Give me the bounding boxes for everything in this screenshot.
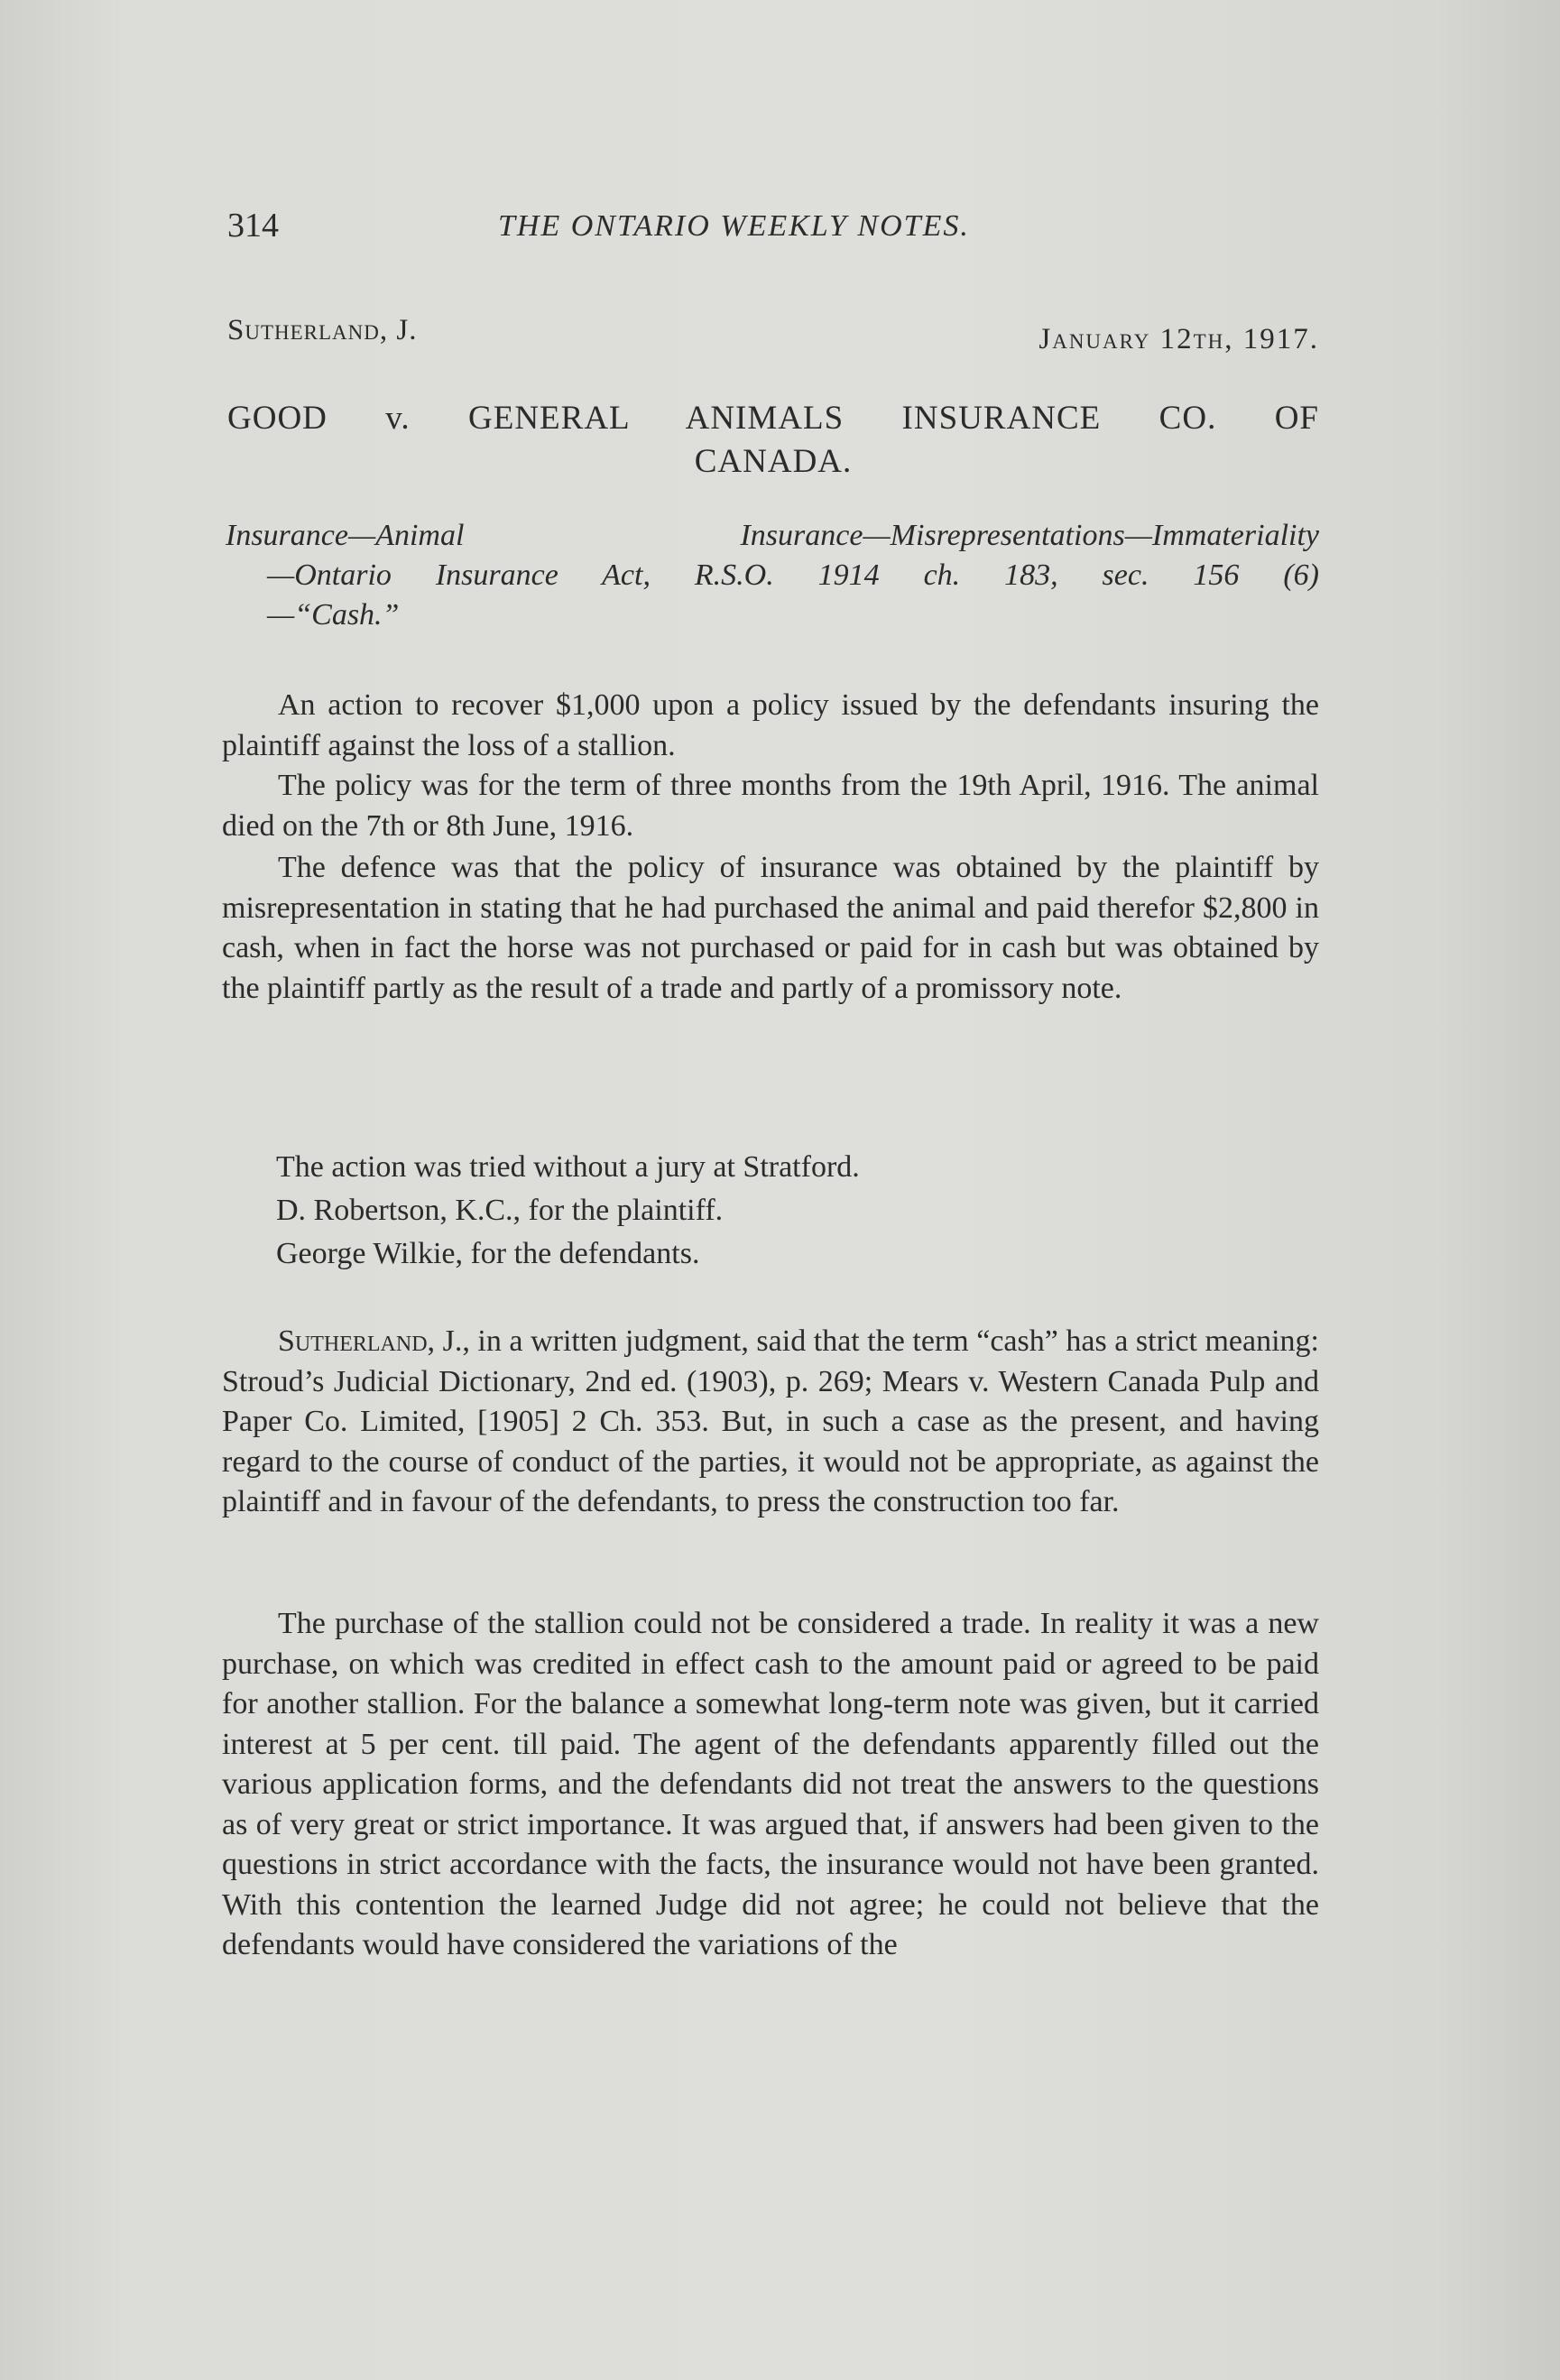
statement-paragraph-3: The defence was that the policy of insurance was obtained by the plaintiff by misrepresentation in stating that he had purchased the animal and paid therefor $2,800 in cash, when in fact the horse was not purchased or paid for in cash but was obtained by the plaintiff partly as the result of a trade and partly of a promissory note.: [222, 851, 1319, 1005]
page-number: 314: [227, 207, 279, 244]
trial-venue: The action was tried without a jury at Stratford.: [276, 1150, 860, 1184]
judgment-paragraph-2: The purchase of the stallion could not be considered a trade. In reality it was a new purchase, on which was credited in effect cash to the amount paid or agreed to be paid for another stallion. For the balance a somewhat long-term note was given, but it carried interest at 5 per cent. till paid. The agent of the defendants apparently filled out the various application forms, and the defendants did not treat the answers to the questions as of very great or strict importance. It was argued that, if answers had been given to the questions in strict accordance with the facts, the insurance would not have been granted. With this contention the learned Judge did not agree; he could not believe that the defendants would have considered the variations of the: [222, 1607, 1319, 1961]
counsel-defendants: George Wilkie, for the defendants.: [276, 1237, 700, 1270]
trial-details: [276, 1146, 1314, 1276]
case-title-line-1: GOOD v. GENERAL ANIMALS INSURANCE CO. OF: [227, 400, 1319, 437]
judgment-paragraph-1: [222, 1322, 1319, 1523]
headnote-line-1: Insurance—Animal Insurance—Misrepresentations—Immateriality: [226, 519, 1319, 552]
headnote-line-3: —“Cash.”: [267, 598, 400, 632]
headnote-line-2: —Ontario Insurance Act, R.S.O. 1914 ch. 183, sec. 156 (6): [267, 558, 1319, 592]
case-title-line-2: CANADA.: [694, 443, 853, 480]
running-head: THE ONTARIO WEEKLY NOTES.: [498, 209, 970, 243]
counsel-plaintiff: D. Robertson, K.C., for the plaintiff.: [276, 1194, 724, 1227]
statement-paragraph-1: An action to recover $1,000 upon a policy issued by the defendants insuring the plaintiff against the loss of a stallion.: [222, 688, 1319, 762]
headnote: [226, 516, 1319, 635]
judge-name: Sutherland, J.: [227, 314, 418, 346]
judgment-judge-name: Sutherland, J.: [278, 1324, 463, 1358]
judgment-date: January 12th, 1917.: [1038, 323, 1319, 355]
court-line: [227, 314, 1319, 359]
judgment-paragraph-1-text: , in a written judgment, said that the term “cash” has a strict meaning: Stroud’s Judicial Dictionary, 2nd ed. (1903), p. 269; Mears v. Western Canada Pulp and Paper Co. Limited, [1905] 2 Ch. 353. But, in such a case as the present, and having regard to the course of conduct of the parties, it would not be appropriate, as against the plaintiff and in favour of the defendants, to press the construction too far.: [222, 1324, 1319, 1518]
page-header: [227, 206, 1319, 251]
statement-paragraph-2: The policy was for the term of three months from the 19th April, 1916. The animal died on the 7th or 8th June, 1916.: [222, 769, 1319, 843]
case-title: [227, 397, 1319, 484]
